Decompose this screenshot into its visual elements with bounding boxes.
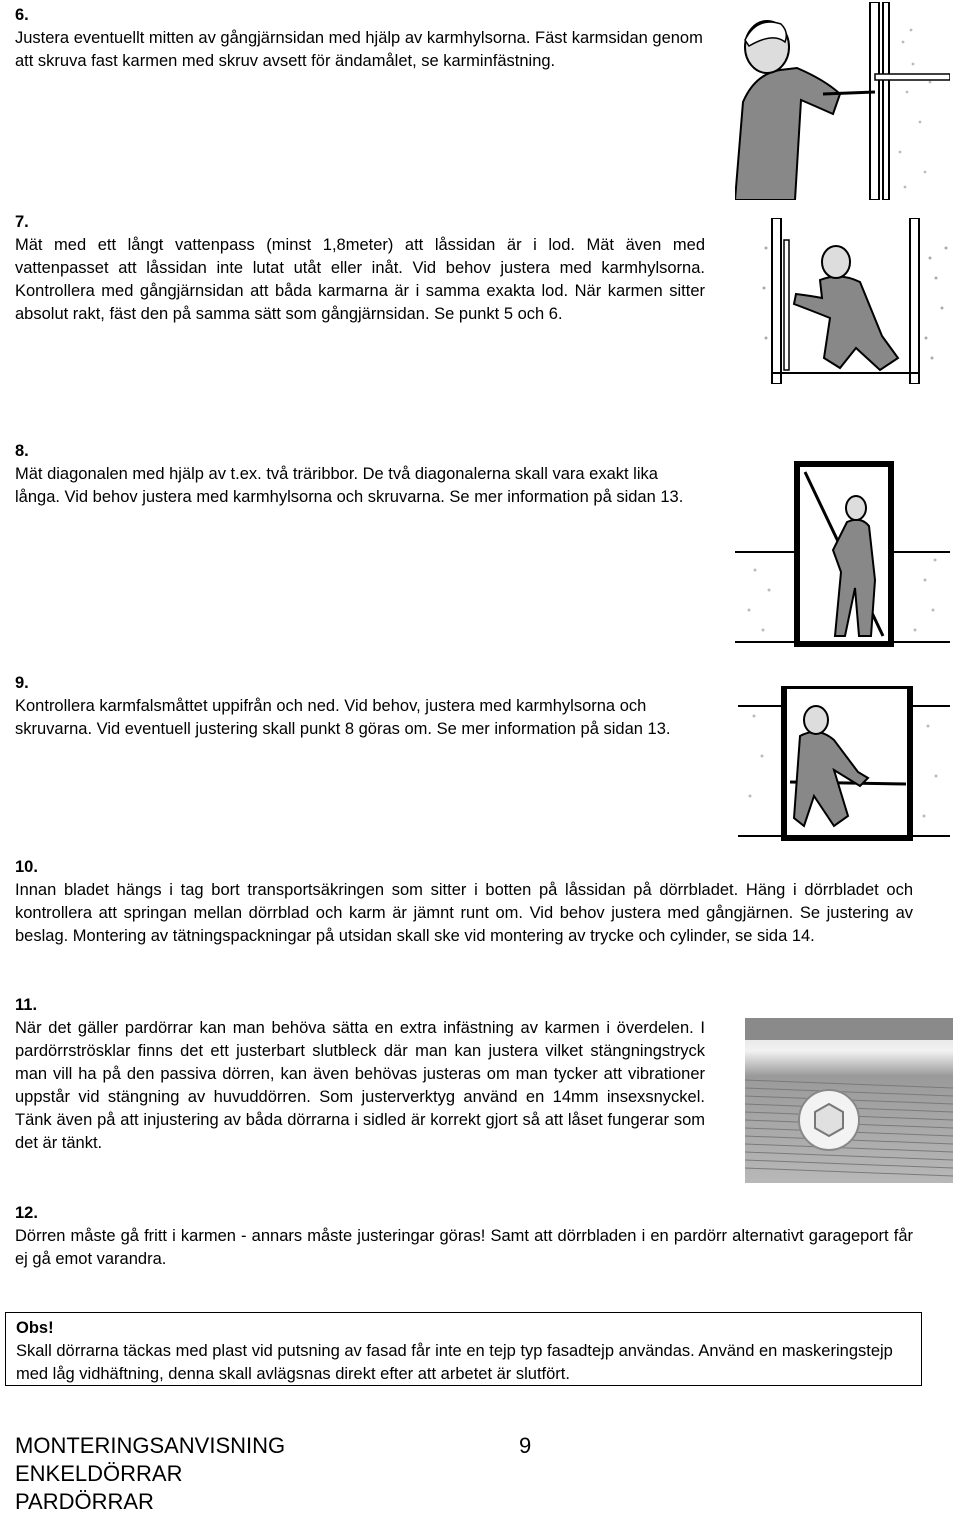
section-10: [15, 856, 913, 948]
page-number: 9: [519, 1433, 532, 1458]
section-number: 8.: [15, 442, 29, 460]
photo-threshold-strike-plate: [745, 1018, 953, 1183]
section-11: [15, 994, 705, 1155]
section-8: [15, 440, 705, 509]
section-text: Innan bladet hängs i tag bort transportsäkringen som sitter i botten på låssidan på dörrbladet. Häng i dörrbladet och kontrollera att springan mellan dörrblad och karm är jämnt runt om. Vid behov justera med gångjärnen. Se justering av beslag. Montering av tätningspackningar på utsidan skall ske vid montering av trycke och cylinder, se sida 14.: [15, 881, 913, 945]
footer-line-1: MONTERINGSANVISNING: [15, 1433, 286, 1458]
notice-title: Obs!: [16, 1319, 54, 1337]
section-number: 11.: [15, 996, 38, 1014]
section-number: 9.: [15, 674, 29, 692]
section-9: [15, 672, 705, 741]
section-text: Justera eventuellt mitten av gångjärnsidan med hjälp av karmhylsorna. Fäst karmsidan genom att skruva fast karmen med skruv avsett för ändamålet, se karminfästning.: [15, 29, 703, 70]
section-text: Mät med ett långt vattenpass (minst 1,8meter) att låssidan är i lod. Mät även med vattenpasset att låssidan inte lutat utåt eller inåt. Vid behov justera med karmhylsorna. Kontrollera med gångjärnsidan att båda karmarna är i samma exakta lod. När karmen sitter absolut rakt, fäst den på samma sätt som gångjärnsidan. Se punkt 5 och 6.: [15, 236, 705, 323]
section-6: [15, 4, 705, 73]
notice-text: Skall dörrarna täckas med plast vid putsning av fasad får inte en tejp typ fasadtejp användas. Använd en maskeringstejp med låg vidhäftning, denna skall avlägsnas direkt efter att arbetet är slutfört.: [16, 1342, 893, 1383]
section-7: [15, 211, 705, 326]
illustration-level-check: [760, 218, 955, 384]
section-text: Dörren måste gå fritt i karmen - annars måste justeringar göras! Samt att dörrbladen i en pardörr alternativt garageport får ej gå emot varandra.: [15, 1227, 913, 1268]
illustration-diagonal-measure: [735, 460, 950, 650]
footer-title: [15, 1432, 285, 1516]
notice-box: [5, 1312, 922, 1386]
footer-line-2: ENKELDÖRRAR: [15, 1461, 183, 1486]
section-number: 7.: [15, 213, 29, 231]
section-number: 12.: [15, 1204, 38, 1222]
section-text: När det gäller pardörrar kan man behöva sätta en extra infästning av karmen i överdelen. I pardörrströsklar finns det ett justerbart slutbleck där man kan justera vilket stängningstryck man vill ha på den passiva dörren, kan även behövas justeras om man tycker att vibrationer uppstår vid stängning av huvuddörren. Som justerverktyg använd en 14mm insexsnyckel. Tänk även på att injustering av båda dörrarna i sidled är korrekt gjort så att låset fungerar som det är tänkt.: [15, 1019, 705, 1152]
footer-line-3: PARDÖRRAR: [15, 1489, 154, 1514]
section-text: Mät diagonalen med hjälp av t.ex. två träribbor. De två diagonalerna skall vara exakt lika långa. Vid behov justera med karmhylsorna och skruvarna. Se mer information på sidan 13.: [15, 465, 684, 506]
illustration-rebate-check: [738, 686, 950, 846]
illustration-fastening-frame: [735, 2, 950, 200]
section-number: 10.: [15, 858, 38, 876]
section-text: Kontrollera karmfalsmåttet uppifrån och ned. Vid behov, justera med karmhylsorna och skruvarna. Vid eventuell justering skall punkt 8 göras om. Se mer information på sidan 13.: [15, 697, 671, 738]
section-12: [15, 1202, 913, 1271]
section-number: 6.: [15, 6, 29, 24]
